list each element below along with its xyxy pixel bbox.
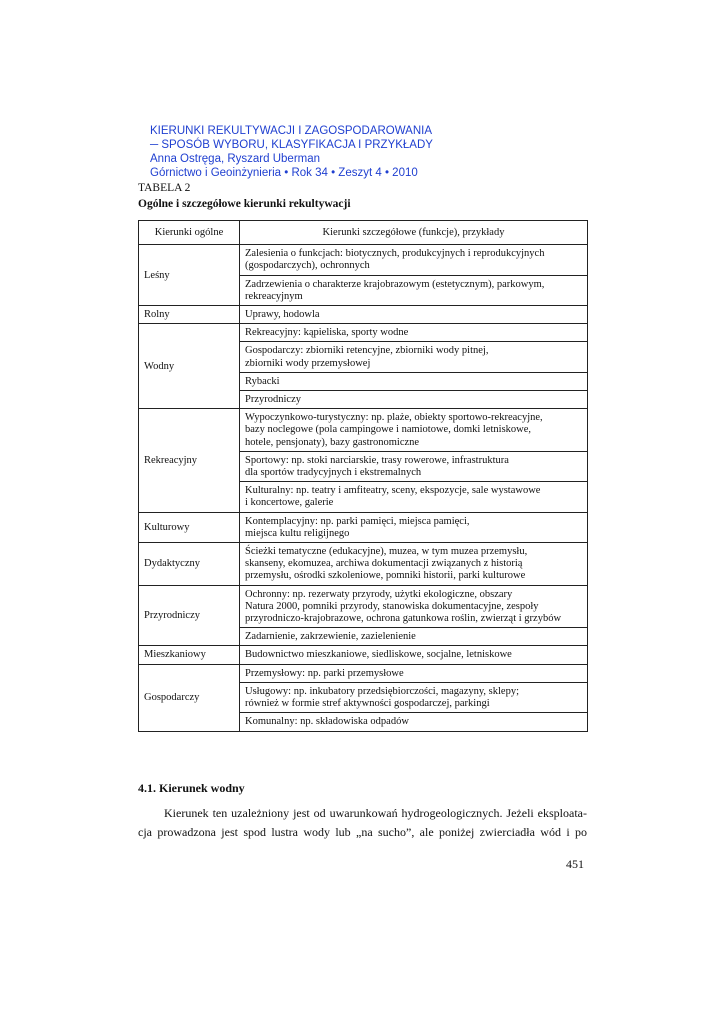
table-row	[139, 245, 588, 275]
detailed-direction-cell: Uprawy, hodowla	[240, 306, 588, 324]
general-direction-cell: Rolny	[139, 306, 240, 324]
table-row	[139, 646, 588, 664]
body-paragraph	[138, 804, 587, 842]
table-row	[139, 306, 588, 324]
running-header	[150, 124, 570, 180]
table-row	[139, 324, 588, 342]
table-row	[139, 409, 588, 452]
table-label: TABELA 2	[138, 182, 191, 194]
body-line-1: Kierunek ten uzależniony jest od uwarunkowań hydrogeologicznych. Jeżeli eksploata-	[164, 806, 587, 820]
table-title: Ogólne i szczegółowe kierunki rekultywacji	[138, 198, 351, 210]
detailed-direction-cell: Zalesienia o funkcjach: biotycznych, produkcyjnych i reprodukcyjnych (gospodarczych), ochronnych	[240, 245, 588, 275]
header-title-line-2: ─ SPOSÓB WYBORU, KLASYFIKACJA I PRZYKŁADY	[150, 139, 433, 151]
detailed-direction-cell: Kulturalny: np. teatry i amfiteatry, sceny, ekspozycje, sale wystawowe i koncertowe, galerie	[240, 482, 588, 512]
general-direction-cell: Leśny	[139, 245, 240, 306]
detailed-direction-cell: Zadarnienie, zakrzewienie, zazielenienie	[240, 628, 588, 646]
detailed-direction-cell: Rekreacyjny: kąpieliska, sporty wodne	[240, 324, 588, 342]
general-direction-cell: Wodny	[139, 324, 240, 409]
header-journal: Górnictwo i Geoinżynieria • Rok 34 • Zeszyt 4 • 2010	[150, 167, 418, 179]
table-row	[139, 512, 588, 542]
detailed-direction-cell: Sportowy: np. stoki narciarskie, trasy rowerowe, infrastruktura dla sportów tradycyjnych i ekstremalnych	[240, 451, 588, 481]
header-authors: Anna Ostręga, Ryszard Uberman	[150, 153, 321, 165]
general-direction-cell: Przyrodniczy	[139, 585, 240, 646]
table-row	[139, 543, 588, 586]
page-number: 451	[566, 857, 584, 871]
detailed-direction-cell: Wypoczynkowo-turystyczny: np. plaże, obiekty sportowo-rekreacyjne, bazy noclegowe (pola campingowe i namiotowe, domki letniskowe, hotele, pensjonaty), bazy gastronomiczne	[240, 409, 588, 452]
detailed-direction-cell: Przemysłowy: np. parki przemysłowe	[240, 664, 588, 682]
column-header-general: Kierunki ogólne	[139, 221, 240, 245]
detailed-direction-cell: Przyrodniczy	[240, 391, 588, 409]
body-line-2: cja prowadzona jest spod lustra wody lub „na sucho”, ale poniżej zwierciadła wód i po	[138, 825, 587, 839]
general-direction-cell: Gospodarczy	[139, 664, 240, 731]
detailed-direction-cell: Komunalny: np. składowiska odpadów	[240, 713, 588, 731]
general-direction-cell: Kulturowy	[139, 512, 240, 542]
general-direction-cell: Rekreacyjny	[139, 409, 240, 512]
detailed-direction-cell: Gospodarczy: zbiorniki retencyjne, zbiorniki wody pitnej, zbiorniki wody przemysłowej	[240, 342, 588, 372]
detailed-direction-cell: Budownictwo mieszkaniowe, siedliskowe, socjalne, letniskowe	[240, 646, 588, 664]
general-direction-cell: Dydaktyczny	[139, 543, 240, 586]
section-heading: 4.1. Kierunek wodny	[138, 781, 245, 795]
detailed-direction-cell: Rybacki	[240, 372, 588, 390]
table-row	[139, 585, 588, 628]
detailed-direction-cell: Ochronny: np. rezerwaty przyrody, użytki ekologiczne, obszary Natura 2000, pomniki przyrody, stanowiska dokumentacyjne, zespoły przyrodniczo-krajobrazowe, ochrona gatunkowa roślin, zwierząt i grzybów	[240, 585, 588, 628]
reclamation-directions-table	[138, 220, 588, 732]
header-title-line-1: KIERUNKI REKULTYWACJI I ZAGOSPODAROWANIA	[150, 125, 432, 137]
column-header-detailed: Kierunki szczegółowe (funkcje), przykłady	[240, 221, 588, 245]
table-row	[139, 664, 588, 682]
detailed-direction-cell: Ścieżki tematyczne (edukacyjne), muzea, w tym muzea przemysłu, skanseny, ekomuzea, archiwa dokumentacji związanych z historią przemysłu, ośrodki szkoleniowe, pomniki historii, parki kulturowe	[240, 543, 588, 586]
table-header-row	[139, 221, 588, 245]
detailed-direction-cell: Zadrzewienia o charakterze krajobrazowym (estetycznym), parkowym, rekreacyjnym	[240, 275, 588, 305]
detailed-direction-cell: Kontemplacyjny: np. parki pamięci, miejsca pamięci, miejsca kultu religijnego	[240, 512, 588, 542]
detailed-direction-cell: Usługowy: np. inkubatory przedsiębiorczości, magazyny, sklepy; również w formie stref aktywności gospodarczej, parkingi	[240, 682, 588, 712]
general-direction-cell: Mieszkaniowy	[139, 646, 240, 664]
table-body	[139, 245, 588, 731]
